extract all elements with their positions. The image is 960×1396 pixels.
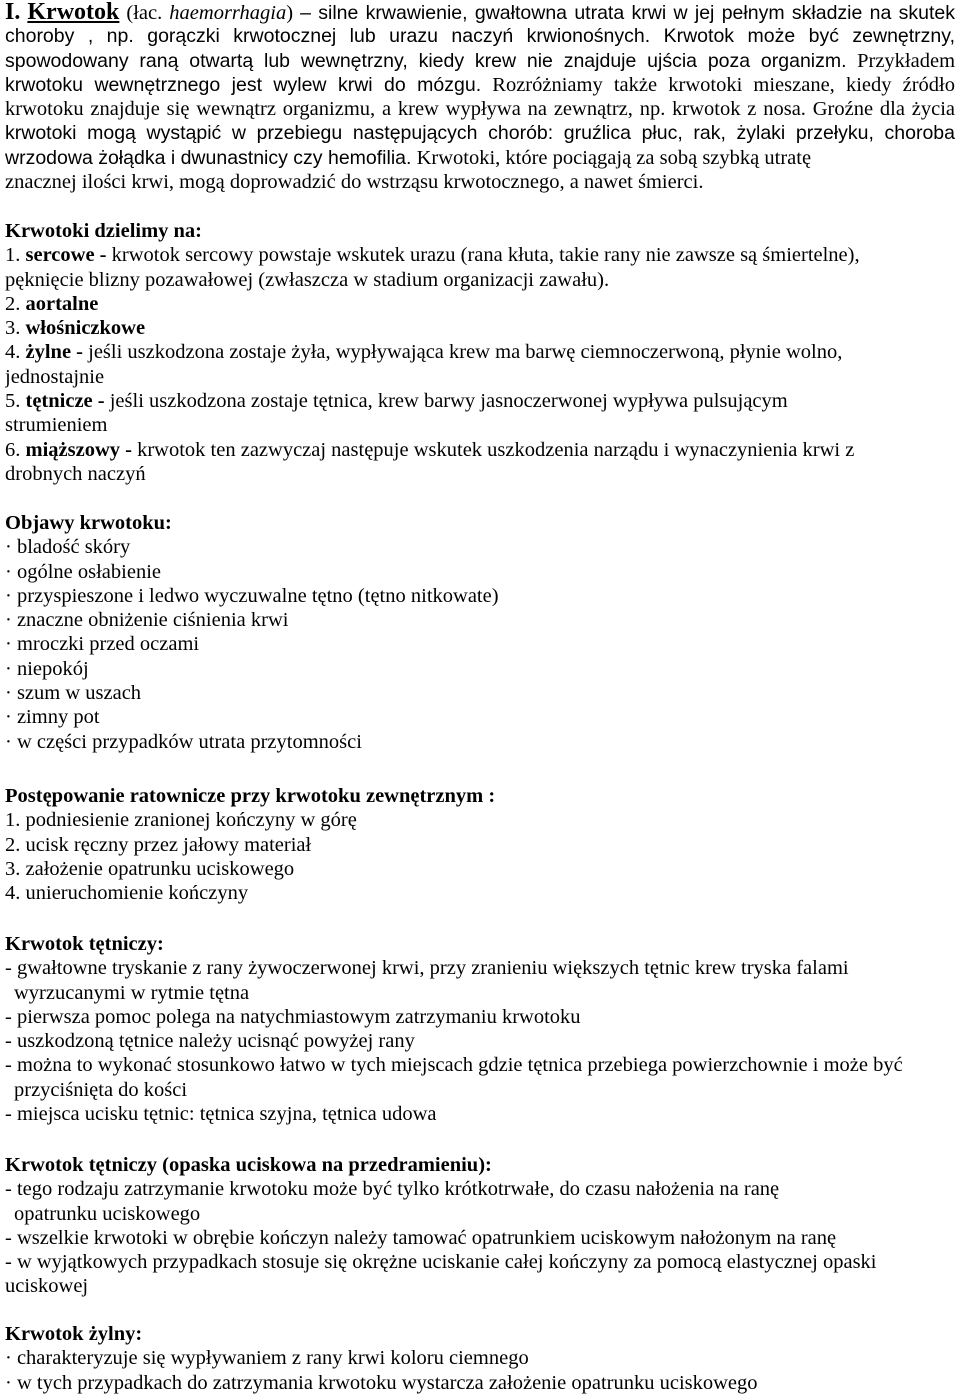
latin-term: haemorrhagia [169,2,287,24]
bullet-item: · zimny pot [5,706,100,729]
intro-text: krwotoki mogą wystąpić w przebiegu następujących chorób: gruźlica płuc, rak, żylaki przełyku, choroba [5,122,955,145]
list-item-text: krwotok ten zazwyczaj następuje wskutek uszkodzenia narządu i wynaczynienia krwi z [137,438,855,461]
section-heading: Objawy krwotoku: [5,512,172,534]
intro-text: znacznej ilości krwi, mogą doprowadzić do wstrząsu krwotocznego, a nawet śmierci. [5,171,704,194]
section-heading: Krwotok żylny: [5,1323,143,1345]
list-item-continuation: pęknięcie blizny pozawałowej (zwłaszcza w stadium organizacji zawału). [5,268,610,291]
intro-text: wrzodowa żołądka i dwunastnicy czy hemofilia. [5,146,412,169]
intro-text: Przykładem [857,49,955,72]
intro-text: – silne krwawienie, gwałtowna utrata krwi w jej pełnym składzie na skutek [300,2,955,24]
dash-item: - miejsca ucisku tętnic: tętnica szyjna, tętnica udowa [5,1103,437,1126]
bullet-item: · niepokój [5,657,89,680]
dash-item: - uszkodzoną tętnice należy ucisnąć powyżej rany [5,1030,415,1053]
list-item [5,340,955,364]
list-item [5,316,955,340]
bullet-item: · szum w uszach [5,682,142,705]
bullet-item: · znaczne obniżenie ciśnienia krwi [5,609,289,632]
list-item-number: 6. [5,438,21,461]
section-heading: Krwotok tętniczy (opaska uciskowa na przedramieniu): [5,1154,492,1176]
intro-line [5,73,955,97]
intro-text: krwotoku wewnętrznego jest wylew krwi do mózgu. [5,73,482,96]
list-item [5,243,955,267]
page-title-number: I. [5,0,21,25]
bullet-item: · w tych przypadkach do zatrzymania krwotoku wystarcza założenie opatrunku uciskowego [5,1371,758,1394]
dash-item: - tego rodzaju zatrzymanie krwotoku może być tylko krótkotrwałe, do czasu nałożenia na ranę [5,1178,780,1201]
section-heading: Krwotok tętniczy: [5,933,164,955]
section-heading: Postępowanie ratownicze przy krwotoku zewnętrznym : [5,785,496,807]
list-item-continuation: drobnych naczyń [5,462,146,485]
list-item [5,389,955,413]
dash-item: - w wyjątkowych przypadkach stosuje się okrężne uciskanie całej kończyny za pomocą elastycznej opaski [5,1251,877,1274]
dash-item: - wszelkie krwotoki w obrębie kończyn należy tamować opatrunkiem uciskowym nałożonym na ranę [5,1226,837,1249]
list-item-number: 4. [5,341,21,364]
dash-item-continuation: przyciśnięta do kości [14,1078,188,1101]
list-item-number: 3. [5,317,21,340]
latin-label: (łac. [126,2,163,24]
intro-text: Rozróżniamy także krwotoki mieszane, kiedy źródło [492,73,955,96]
intro-line [5,97,955,121]
list-item-text: jeśli uszkodzona zostaje tętnica, krew barwy jasnoczerwonej wypływa pulsującym [109,390,788,413]
intro-line [5,146,955,170]
list-item-term: aortalne [25,292,99,315]
intro-text: choroby , np. gorączki krwotocznej lub urazu naczyń krwionośnych. Krwotok może być zewnętrzny, [5,25,955,48]
venous-bleeding-section [5,1322,955,1395]
list-item-continuation: jednostajnie [5,365,105,388]
intro-line [5,49,955,73]
page-title: Krwotok [27,0,120,25]
arterial-bleeding-section [5,932,955,1126]
intro-line [5,121,955,145]
bullet-item: · bladość skóry [5,536,131,559]
dash-item: - pierwsza pomoc polega na natychmiastowym zatrzymaniu krwotoku [5,1005,581,1028]
list-item-term: tętnicze - [25,390,105,413]
intro-text: krwotoku znajduje się wewnątrz organizmu, a krew wypływa na zewnątrz, np. krwotok z nosa. Groźne dla życia [5,98,955,121]
intro-line [5,0,955,24]
list-item-term: żylne - [25,341,83,364]
list-item-number: 2. [5,292,21,315]
bullet-item: · ogólne osłabienie [5,560,161,583]
intro-line [5,170,955,194]
symptoms-section [5,511,955,754]
intro-line [5,24,955,48]
intro-paragraph [5,0,955,194]
list-item-number: 1. [5,244,21,267]
bullet-item: · w części przypadków utrata przytomności [5,730,362,753]
dash-item: - gwałtowne tryskanie z rany żywoczerwonej krwi, przy zranieniu większych tętnic krew tryska falami [5,957,849,980]
list-item: 3. założenie opatrunku uciskowego [5,857,295,880]
section-heading: Krwotoki dzielimy na: [5,220,203,242]
classification-section [5,219,955,486]
tourniquet-section [5,1153,955,1299]
bullet-item: · charakteryzuje się wypływaniem z rany krwi koloru ciemnego [5,1347,529,1370]
bullet-item: · mroczki przed oczami [5,633,200,656]
intro-text: spowodowany raną otwartą lub wewnętrzny, kiedy krew nie znajduje ujścia poza organizm. [5,49,847,72]
list-item: 4. unieruchomienie kończyny [5,882,249,905]
list-item-text: krwotok sercowy powstaje wskutek urazu (rana kłuta, takie rany nie zawsze są śmiertelne), [111,244,860,267]
bullet-item: · przyspieszone i ledwo wyczuwalne tętno (tętno nitkowate) [5,584,499,607]
list-item-term: włośniczkowe [25,317,146,340]
dash-item: - można to wykonać stosunkowo łatwo w tych miejscach gdzie tętnica przebiega powierzchownie i może być [5,1054,903,1077]
list-item-term: sercowe - [25,244,107,267]
list-item: 1. podniesienie zranionej kończyny w górę [5,809,357,832]
dash-item-continuation: opatrunku uciskowego [14,1202,201,1225]
latin-close-paren: ) [286,2,294,24]
list-item-term: miąższowy - [25,438,132,461]
dash-item-continuation: wyrzucanymi w rytmie tętna [14,981,250,1004]
list-item [5,438,955,462]
list-item-text: jeśli uszkodzona zostaje żyła, wypływająca krew ma barwę ciemnoczerwoną, płynie wolno, [88,341,843,364]
list-item-continuation: strumieniem [5,414,108,437]
dash-item-continuation: uciskowej [5,1275,89,1298]
first-aid-section [5,784,955,905]
intro-text: Krwotoki, które pociągają za sobą szybką utratę [416,146,812,169]
list-item: 2. ucisk ręczny przez jałowy materiał [5,833,312,856]
list-item [5,292,955,316]
list-item-number: 5. [5,390,21,413]
